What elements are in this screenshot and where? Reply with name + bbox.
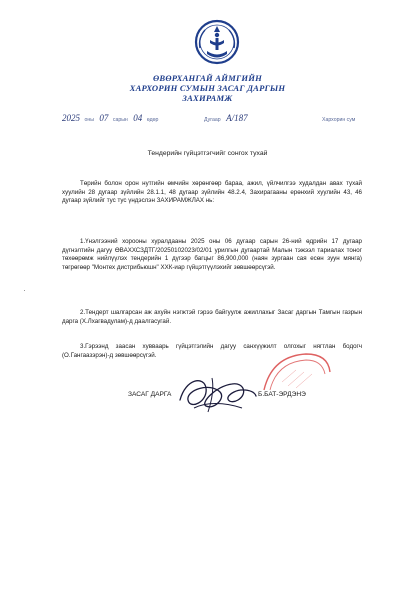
- date-month: 07: [99, 113, 109, 123]
- date-day: 04: [133, 113, 143, 123]
- preamble-text: Төрийн болон орон нутгийн өмчийн хөрөнгөөр бараа, ажил, үйлчилгээ худалдан авах тухай хуулийн 28 дугаар зүйлийн 28.1.1, 48 дугаар зүйлийн 48.2.4, Захирагааны ерөнхий хуулийн 43, 46 дугаар зүйлийг тус тус үндэслэн ЗАХИРАМЖЛАХ нь:: [62, 180, 362, 205]
- place-label: Хархорин сум: [322, 117, 356, 123]
- number-label: Дугаар: [204, 117, 221, 123]
- header-soum-governor: ХАРХОРИН СУМЫН ЗАСАГ ДАРГЫН: [129, 83, 286, 93]
- header-aimag: ӨВӨРХАНГАЙ АЙМГИЙН: [152, 73, 262, 83]
- date-year-suffix: оны: [84, 117, 94, 123]
- number-field: [204, 113, 248, 123]
- date-field: [62, 113, 158, 123]
- clause-1: [62, 238, 362, 272]
- signatory-position: ЗАСАГ ДАРГА: [128, 391, 172, 398]
- date-month-suffix: сарын: [112, 117, 128, 123]
- header-decree: ЗАХИРАМЖ: [182, 93, 233, 103]
- signatory-name: Б.БАТ-ЭРДЭНЭ: [258, 391, 306, 398]
- decree-number: А/187: [226, 113, 248, 123]
- state-emblem-icon: [194, 18, 240, 66]
- date-year: 2025: [62, 113, 80, 123]
- handwritten-signature: [176, 372, 260, 416]
- official-stamp: [262, 352, 332, 392]
- scan-mark: [24, 290, 25, 291]
- document-title: Тендерийн гүйцэтгэгчийг сонгох тухай: [147, 150, 268, 157]
- clause-3-text: 3.Гэрээнд заасан хувваарь гүйцэтгэлийн дагуу санхүүжилт олгохыг нягтлан бодогч (О.Гангаазэрэн)-д зөвшөөрсүгэй.: [62, 343, 362, 359]
- date-day-suffix: өдөр: [146, 117, 159, 123]
- clause-1-text: 1.Үнэлгээний хорооны хуралдааны 2025 оны 06 дугаар сарын 26-ний өдрийн 17 дугаар дүгнэлтийн дагуу ӨВАХХСЗДТГ/20250102023/02/01 урилгын дугаартай Малын тэжээл тариалах тоног төхөөрөмж нийлүүлэх тендерийн 1 дүгээр багцыг 86,900,000 (наян зургаан сая есөн зуун мянга) төгрөгөөр "Монтех дистрибьюшн" ХХК-иар гүйцэтгүүлэхийг зөвшөөрсүгэй.: [62, 238, 362, 271]
- clause-2: [62, 309, 362, 326]
- preamble-paragraph: [62, 180, 362, 206]
- clause-2-text: 2.Тендерт шалгарсан аж ахуйн нэгжтэй гэрээ байгуулж ажиллахыг Засаг даргын Тамгын газрын дарга (Х.Лхагвадулам)-д даалгасугай.: [62, 309, 362, 325]
